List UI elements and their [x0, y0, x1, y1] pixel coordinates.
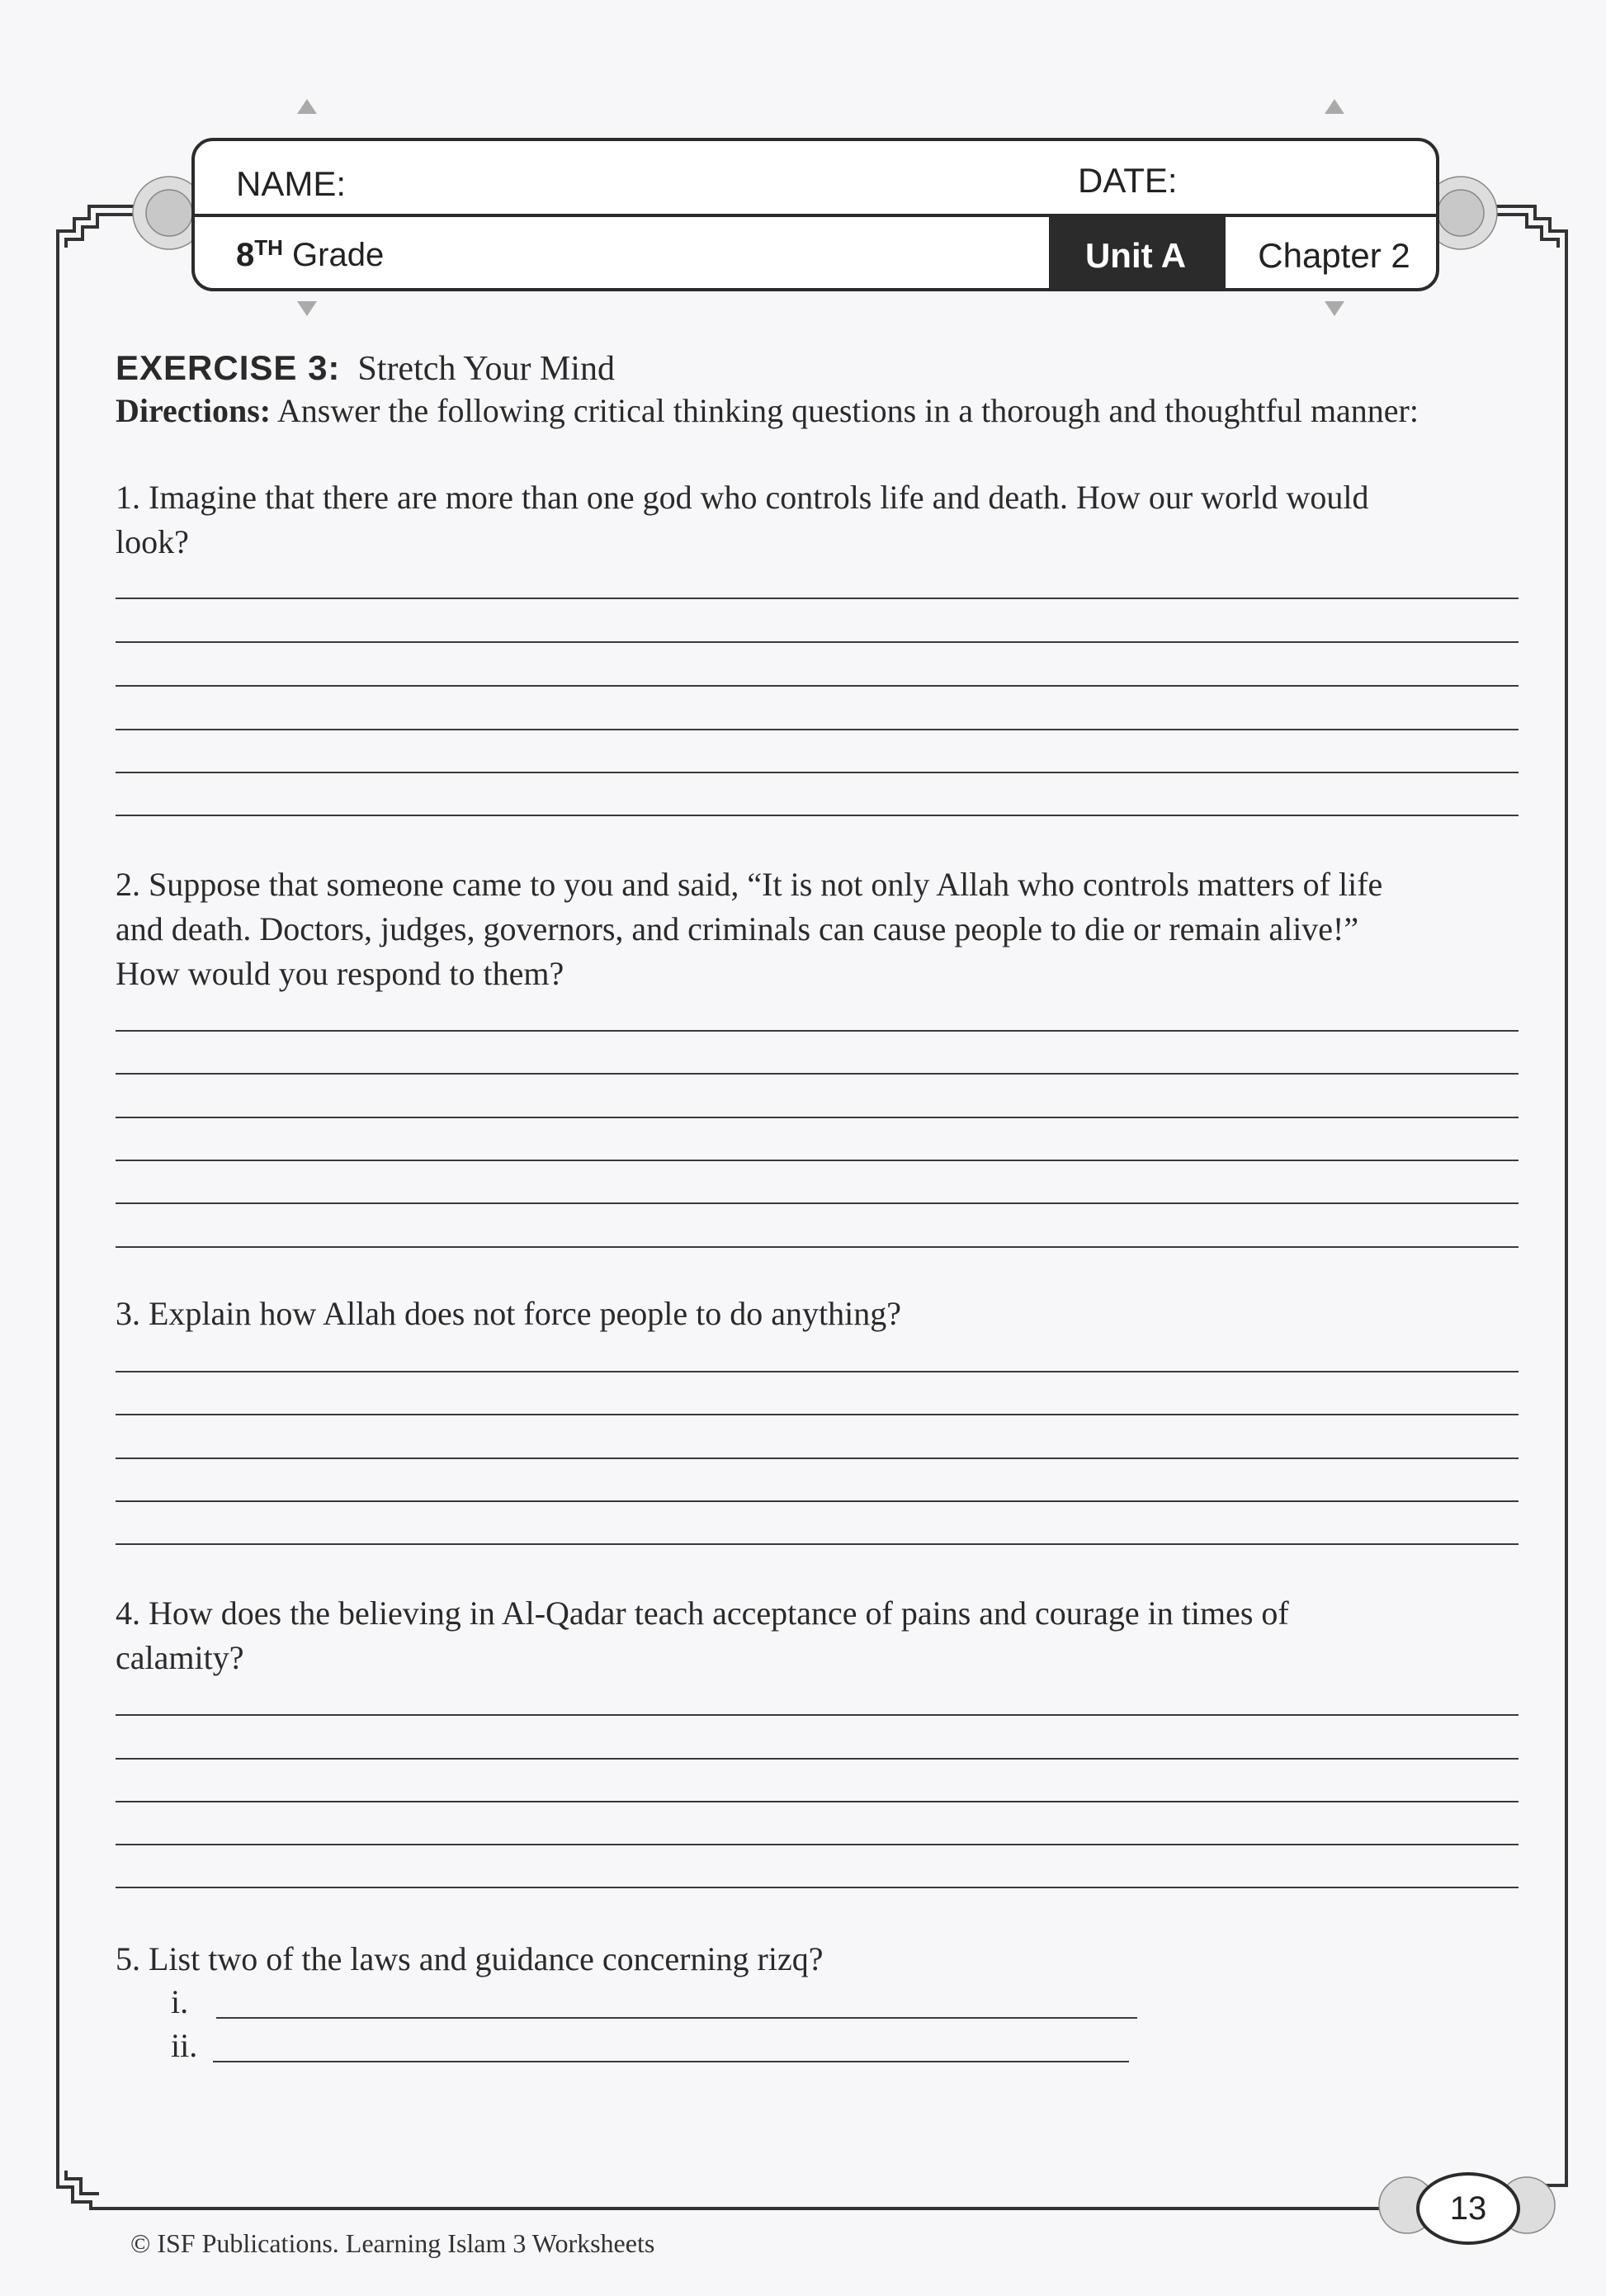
exercise-title [116, 348, 615, 389]
answer-line[interactable] [116, 598, 1519, 599]
answer-line[interactable] [116, 729, 1519, 730]
header-grade-row [195, 217, 1436, 291]
answer-line[interactable] [116, 1714, 1519, 1716]
answer-line[interactable] [116, 1202, 1519, 1204]
directions-label: Directions: [116, 392, 272, 429]
question-3 [116, 1292, 1519, 1336]
answer-line[interactable] [116, 1030, 1519, 1032]
question-4 [116, 1591, 1519, 1680]
question-1-line-1: 1. Imagine that there are more than one god who controls life and death. How our world would [116, 479, 1369, 516]
question-4-line-2: calamity? [116, 1639, 244, 1676]
answer-line[interactable] [116, 1543, 1519, 1545]
directions-text: Answer the following critical thinking questions in a thorough and thoughtful manner: [276, 392, 1419, 429]
answer-line[interactable] [116, 772, 1519, 773]
answer-line[interactable] [116, 1844, 1519, 1845]
question-1 [116, 475, 1519, 565]
answer-line[interactable] [116, 1457, 1519, 1459]
item-i-label: i. [171, 1983, 189, 2020]
unit-label: Unit A [1049, 217, 1222, 291]
grade-suffix: TH [254, 235, 283, 260]
question-2-line-1: 2. Suppose that someone came to you and said, “It is not only Allah who controls matters of life [116, 866, 1383, 903]
directions [116, 391, 1419, 430]
answer-line[interactable] [116, 815, 1519, 816]
answer-line-ii[interactable] [213, 2061, 1129, 2062]
grade-label [236, 237, 384, 274]
answer-line[interactable] [116, 1160, 1519, 1161]
answer-line[interactable] [116, 1758, 1519, 1760]
item-ii-label: ii. [171, 2027, 198, 2064]
answer-line[interactable] [116, 1887, 1519, 1888]
question-2-line-3: How would you respond to them? [116, 955, 564, 992]
grade-number: 8 [236, 237, 255, 273]
answer-line[interactable] [116, 685, 1519, 687]
question-5-line-1: 5. List two of the laws and guidance concerning rizq? [116, 1940, 824, 1977]
page-number: 13 [1416, 2172, 1520, 2245]
answer-line[interactable] [116, 1073, 1519, 1075]
answer-line[interactable] [116, 1500, 1519, 1502]
question-2 [116, 862, 1519, 996]
exercise-name: Stretch Your Mind [357, 350, 615, 388]
question-4-line-1: 4. How does the believing in Al-Qadar teach acceptance of pains and courage in times of [116, 1594, 1289, 1632]
question-2-line-2: and death. Doctors, judges, governors, and criminals can cause people to die or remain alive!” [116, 910, 1359, 947]
answer-line[interactable] [116, 641, 1519, 643]
worksheet-header [191, 138, 1439, 291]
grade-word: Grade [292, 237, 385, 273]
question-5 [116, 1937, 1519, 1982]
answer-line[interactable] [116, 1414, 1519, 1415]
question-1-line-2: look? [116, 523, 189, 560]
header-name-date-row [195, 141, 1436, 217]
answer-line[interactable] [116, 1801, 1519, 1802]
answer-line-i[interactable] [216, 2017, 1137, 2019]
exercise-label: EXERCISE 3: [116, 348, 341, 387]
name-label: NAME: [236, 164, 347, 203]
answer-line[interactable] [116, 1371, 1519, 1372]
answer-line[interactable] [116, 1117, 1519, 1118]
question-3-line-1: 3. Explain how Allah does not force people to do anything? [116, 1295, 902, 1332]
chapter-label: Chapter 2 [1222, 217, 1439, 291]
answer-line[interactable] [116, 1246, 1519, 1248]
date-label: DATE: [1078, 161, 1178, 200]
footer-copyright: © ISF Publications. Learning Islam 3 Worksheets [130, 2228, 655, 2258]
